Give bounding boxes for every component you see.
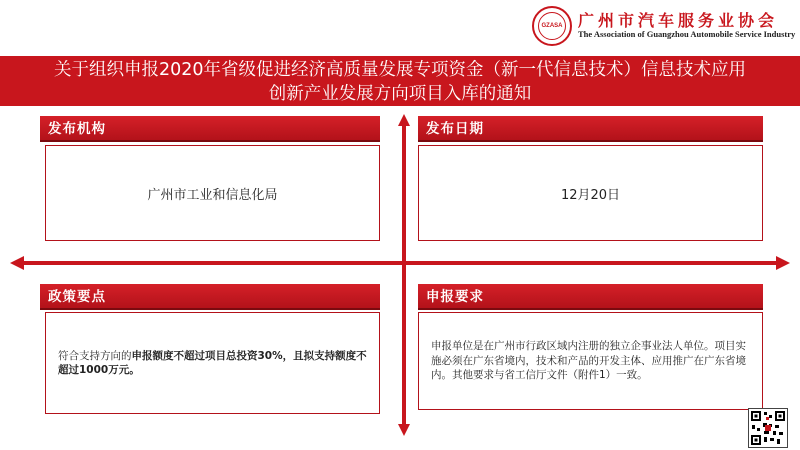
policy-text — [46, 349, 379, 378]
publisher-value: 广州市工业和信息化局 — [147, 187, 278, 203]
org-name-en: The Association of Guangzhou Automobile Service Industry — [578, 29, 796, 39]
arrow-right-icon — [776, 256, 790, 270]
page-title-line2: 创新产业发展方向项目入库的通知 — [268, 84, 532, 104]
requirements-box — [418, 312, 763, 410]
policy-prefix: 符合支持方向的 — [58, 349, 132, 362]
requirements-header: 申报要求 — [418, 284, 763, 310]
date-header: 发布日期 — [418, 116, 763, 142]
publisher-box — [45, 145, 380, 241]
page-title — [0, 56, 800, 106]
policy-header: 政策要点 — [40, 284, 380, 310]
arrow-down-icon — [398, 424, 410, 436]
org-name-cn: 广州市汽车服务业协会 — [578, 11, 779, 30]
page-title-line1: 关于组织申报2020年省级促进经济高质量发展专项资金（新一代信息技术）信息技术应用 — [53, 60, 747, 80]
arrow-left-icon — [10, 256, 24, 270]
horizontal-axis-arrow — [10, 256, 790, 270]
policy-bold: 申报额度不超过项目总投资30%，且拟支持额度不超过1000万元。 — [58, 349, 367, 376]
qr-code-icon — [748, 408, 788, 448]
requirements-text: 申报单位是在广州市行政区域内注册的独立企事业法人单位。项目实施必须在广东省境内，技术和产品的开发主体、应用推广在广东省境内。其他要求与省工信厅文件（附件1）一致。 — [431, 340, 746, 382]
date-value: 12月20日 — [560, 187, 621, 203]
logo-text: GZASA — [538, 12, 566, 40]
date-box — [418, 145, 763, 241]
header — [0, 0, 800, 56]
logo-icon — [532, 6, 572, 46]
vertical-axis-arrow — [398, 114, 410, 436]
policy-box — [45, 312, 380, 414]
publisher-header: 发布机构 — [40, 116, 380, 142]
